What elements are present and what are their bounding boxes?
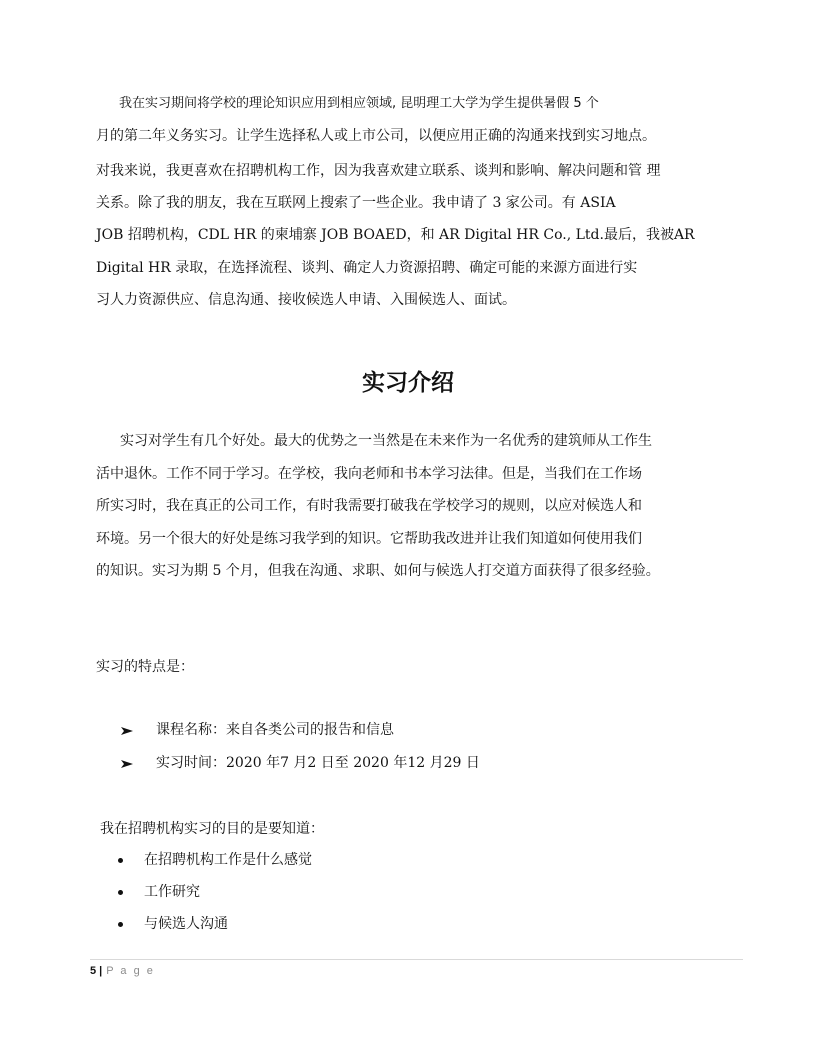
features-label: 实习的特点是：	[96, 659, 194, 675]
bullet-dot-icon	[118, 890, 123, 895]
section-paragraph-line-2: 活中退休。工作不同于学习。在学校，我向老师和书本学习法律。但是，当我们在工作场	[96, 466, 642, 482]
arrow-right-icon	[120, 756, 134, 770]
arrow-right-icon	[120, 723, 134, 737]
intro-line-4: JOB 招聘机构，CDL HR 的柬埔寨 JOB BOAED，和 AR Digital HR Co., Ltd.最后，我被AR	[96, 227, 695, 243]
page-number: 5	[90, 965, 97, 977]
page-word: P a g e	[106, 965, 155, 977]
footer-divider	[90, 959, 743, 960]
section-paragraph-line-3: 所实习时，我在真正的公司工作，有时我需要打破我在学校学习的规则，以应对候选人和	[96, 498, 642, 514]
intro-line-5: Digital HR 录取，在选择流程、谈判、确定人力资源招聘、确定可能的来源方面进行实	[96, 260, 638, 276]
purpose-text: 工作研究	[144, 884, 200, 900]
feature-text: 实习时间：2020 年7 月2 日至 2020 年12 月29 日	[156, 755, 480, 771]
section-paragraph-line-4: 环境。另一个很大的好处是练习我学到的知识。它帮助我改进并让我们知道如何使用我们	[96, 531, 642, 547]
purpose-list-item	[118, 914, 228, 934]
bullet-dot-icon	[118, 922, 123, 927]
purpose-text: 在招聘机构工作是什么感觉	[144, 852, 312, 868]
section-paragraph-line-1: 实习对学生有几个好处。最大的优势之一当然是在未来作为一名优秀的建筑师从工作生	[120, 433, 652, 449]
section-paragraph-line-5: 的知识。实习为期 5 个月，但我在沟通、求职、如何与候选人打交道方面获得了很多经验。	[96, 563, 660, 579]
feature-text: 课程名称：来自各类公司的报告和信息	[156, 722, 394, 738]
intro-line-3: 关系。除了我的朋友，我在互联网上搜索了一些企业。我申请了 3 家公司。有 ASIA	[96, 195, 616, 211]
intro-line-1: 月的第二年义务实习。让学生选择私人或上市公司，以便应用正确的沟通来找到实习地点。	[96, 128, 656, 144]
feature-list-item	[120, 753, 480, 773]
purpose-label: 我在招聘机构实习的目的是要知道：	[100, 821, 324, 837]
intro-line-6: 习人力资源供应、信息沟通、接收候选人申请、入围候选人、面试。	[96, 292, 516, 308]
purpose-list-item	[118, 850, 312, 870]
footer-separator: |	[99, 965, 103, 977]
intro-first-line: 我在实习期间将学校的理论知识应用到相应领域, 昆明理工大学为学生提供暑假 5 个	[119, 96, 599, 111]
purpose-text: 与候选人沟通	[144, 916, 228, 932]
feature-list-item	[120, 720, 394, 740]
purpose-list-item	[118, 882, 200, 902]
page-footer	[90, 963, 155, 979]
bullet-dot-icon	[118, 858, 123, 863]
section-title: 实习介绍	[362, 369, 454, 396]
intro-line-2: 对我来说，我更喜欢在招聘机构工作，因为我喜欢建立联系、谈判和影响、解决问题和管 理	[96, 163, 661, 179]
